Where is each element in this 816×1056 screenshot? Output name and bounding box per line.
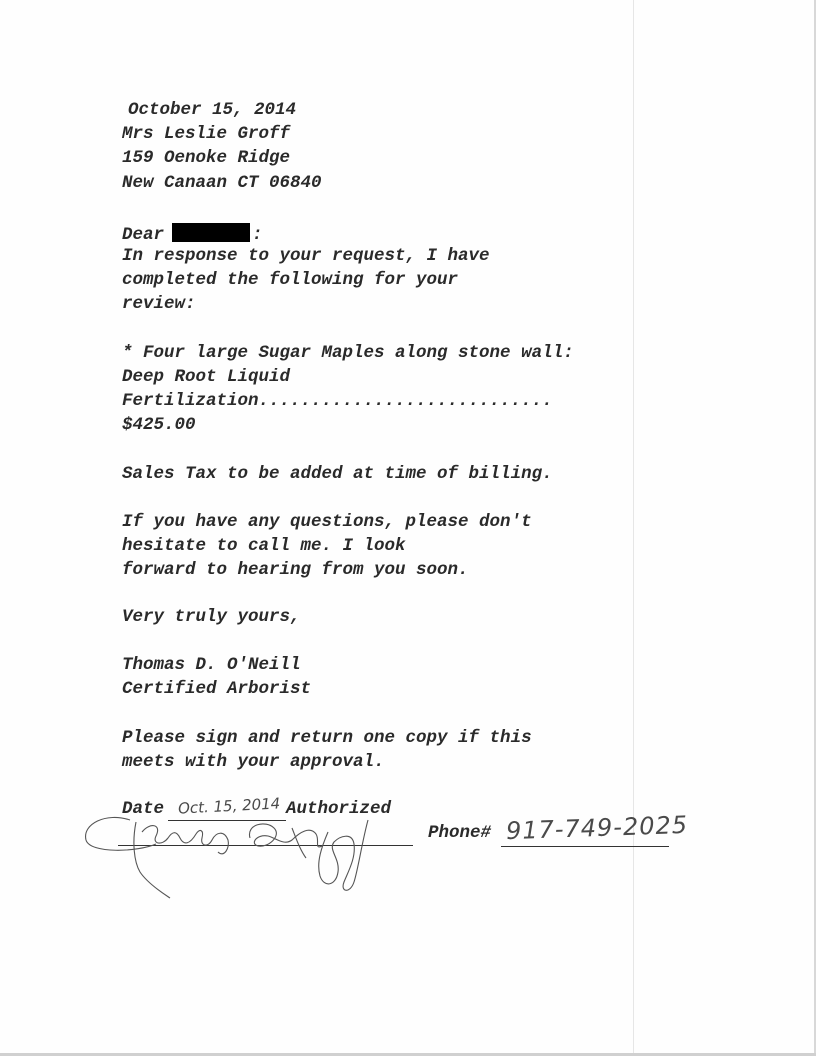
salutation (122, 223, 263, 245)
redaction-box (172, 223, 250, 242)
address-line-1: 159 Oenoke Ridge (122, 148, 291, 168)
phone-rule (501, 846, 669, 847)
sender-name: Thomas D. O'Neill (122, 655, 301, 675)
scan-fold-line (633, 0, 634, 1056)
service-item-price: $425.00 (122, 415, 196, 435)
salutation-suffix: : (252, 225, 263, 245)
authorized-label: Authorized (286, 799, 392, 819)
approval-request-line-1: Please sign and return one copy if this (122, 728, 532, 748)
intro-line-2: completed the following for your (122, 270, 459, 290)
intro-line-3: review: (122, 294, 196, 314)
service-item-line-1: * Four large Sugar Maples along stone wall: (122, 343, 574, 363)
letter-date: October 15, 2014 (128, 100, 297, 120)
address-line-2: New Canaan CT 06840 (122, 173, 322, 193)
recipient-name: Mrs Leslie Groff (122, 124, 291, 144)
handwritten-phone: 917-749-2025 (505, 810, 689, 846)
phone-label: Phone# (428, 823, 492, 843)
questions-line-3: forward to hearing from you soon. (122, 560, 469, 580)
signature-mark (78, 799, 388, 902)
date-label: Date (122, 799, 165, 819)
service-item-line-3: Fertilization............................ (122, 391, 553, 411)
questions-line-2: hesitate to call me. I look (122, 536, 406, 556)
sender-title: Certified Arborist (122, 679, 312, 699)
handwritten-date: Oct. 15, 2014 (177, 794, 281, 818)
intro-line-1: In response to your request, I have (122, 246, 490, 266)
closing: Very truly yours, (122, 607, 301, 627)
salutation-prefix: Dear (122, 225, 165, 245)
service-item-line-2: Deep Root Liquid (122, 367, 291, 387)
questions-line-1: If you have any questions, please don't (122, 512, 532, 532)
sales-tax-note: Sales Tax to be added at time of billing. (122, 464, 553, 484)
approval-request-line-2: meets with your approval. (122, 752, 385, 772)
